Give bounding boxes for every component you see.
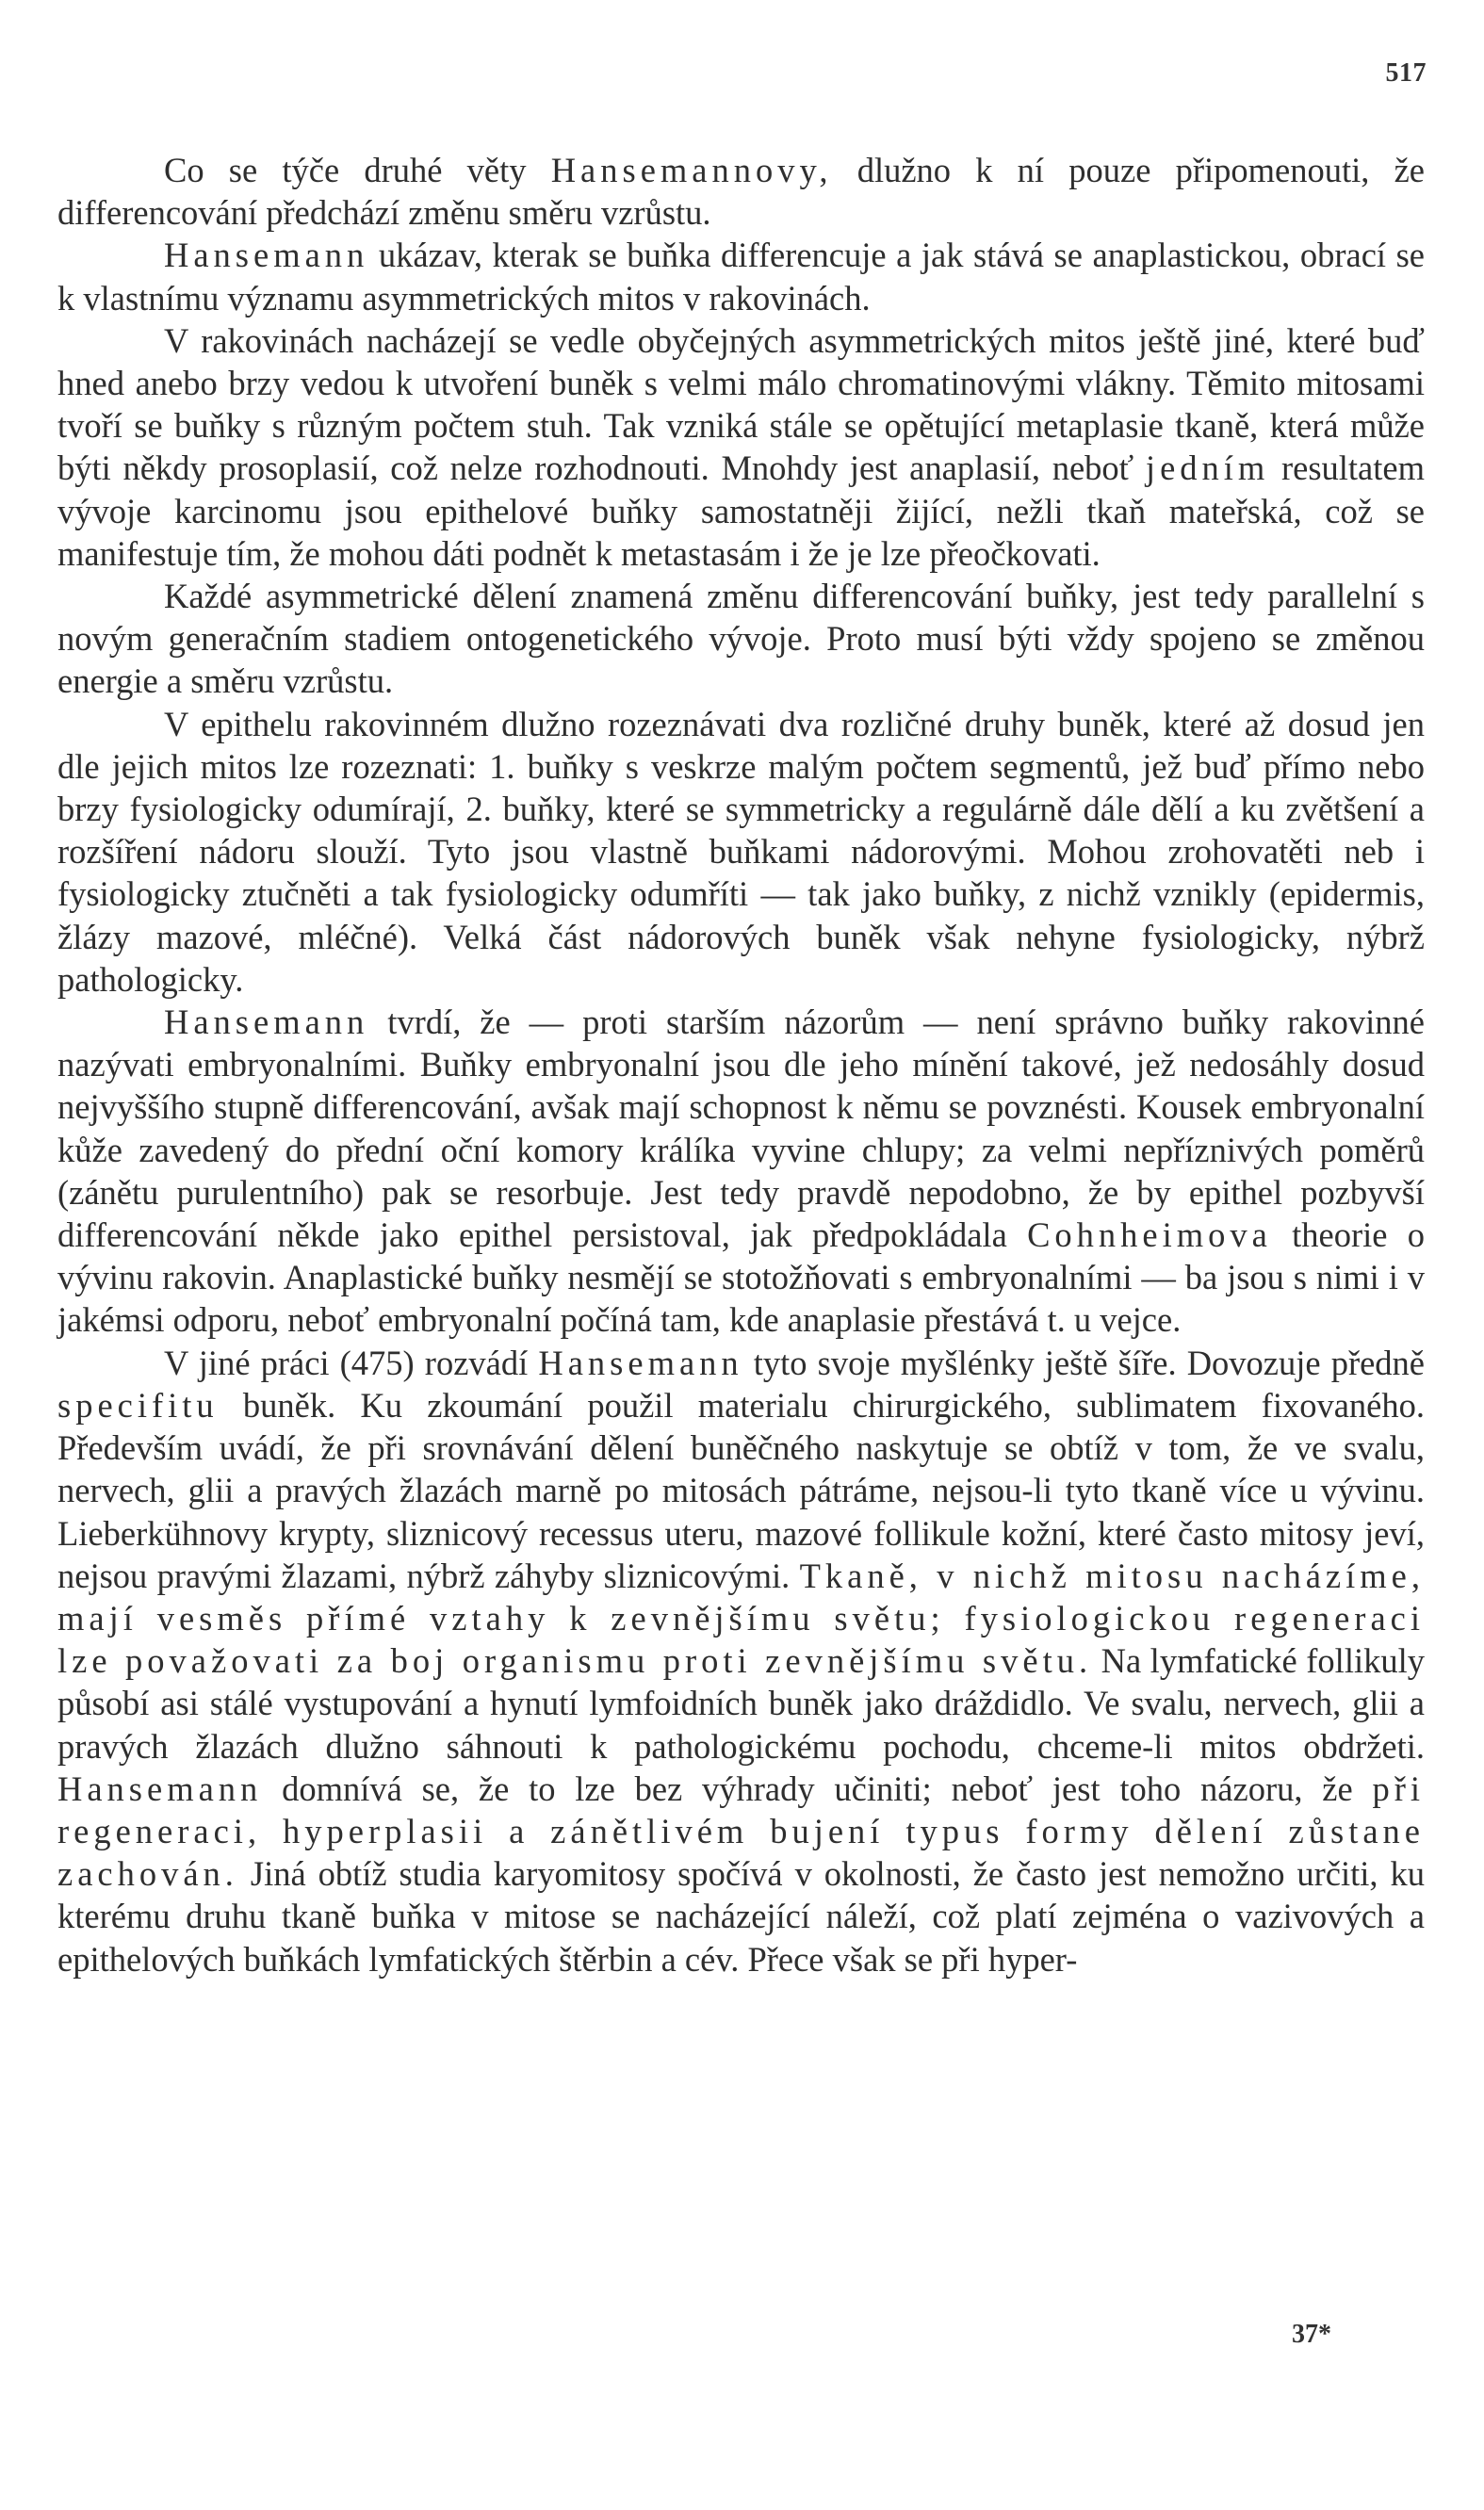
spaced-emphasis: Hansemann	[57, 1768, 263, 1808]
spaced-emphasis: Hansemannovy,	[550, 151, 833, 189]
paragraph	[57, 575, 1425, 703]
spaced-emphasis: Hansemann	[164, 1002, 369, 1042]
text-run: tvrdí, že — proti starším názorům — není správno buňky rakovinné nazývati embryonalními. Buňky embryonalní jsou dle jeho mínění takové, jež nedosáhly dosud nejvyššího stupně differencování, avšak mají schopnost k němu se povznésti. Kousek embryonalní kůže zavedený do přední oční komory králíka vyvine chlupy; za velmi nepříznivých poměrů (zánětu purulentního) pak se resorbuje. Jest tedy pravdě nepodobno, že by epithel pozbyvší differencování někde jako epithel persistoval, jak předpokládala	[57, 1002, 1425, 1255]
spaced-emphasis: specifitu	[57, 1385, 219, 1425]
paragraph	[57, 703, 1425, 1001]
text-run: Jiná obtíž studia karyomitosy spočívá v okolnosti, že často jest nemožno určiti, ku kterému druhu tkaně buňka v mitose se nacházející náleží, což platí zejména o vazivových a epithelových buňkách lymfatických štěrbin a cév. Přece však se při hyper-	[57, 1854, 1425, 1979]
text-run: V rakovinách nacházejí se vedle obyčejných asymmetrických mitos ještě jiné, které buď hned anebo brzy vedou k utvoření buněk s velmi málo chromatinovými vlákny. Těmito mitosami tvoří se buňky s různým počtem stuh. Tak vzniká stále se opětující metaplasie tkaně, která může býti někdy prosoplasií, což nelze rozhodnouti. Mnohdy jest anaplasií, neboť	[57, 320, 1425, 488]
spaced-emphasis: při regeneraci, hyperplasii a zánětlivém bujení typus formy dělení zůstane zachován.	[57, 1768, 1425, 1894]
text-run: Na lymfatické follikuly působí asi stálé vystupování a hynutí lymfoidních buněk jako dráždidlo. Ve svalu, nervech, glii a pravých žlazách dlužno sáhnouti k pathologickému pochodu, chceme-li mitos obdržeti.	[57, 1641, 1425, 1766]
paragraph	[57, 149, 1425, 234]
spaced-emphasis: Hansemann	[538, 1343, 743, 1382]
spaced-emphasis: Tkaně, v nichž mitosu nacházíme, mají vesměs přímé vztahy k zevnějšímu světu; fysiologickou regeneraci lze považovati za boj organismu proti zevnějšímu světu.	[57, 1556, 1425, 1681]
text-run: V jiné práci (475) rozvádí	[164, 1343, 539, 1382]
text-run: tyto svoje myšlénky ještě šíře. Dovozuje předně	[742, 1343, 1426, 1382]
signature-mark: 37*	[1292, 2320, 1331, 2349]
text-run: V epithelu rakovinném dlužno rozeznávati dva rozličné druhy buněk, které až dosud jen dle jejich mitos lze rozeznati: 1. buňky s veskrze malým počtem segmentů, jež buď přímo nebo brzy fysiologicky odumírají, 2. buňky, které se symmetricky a regulárně dále dělí a ku zvětšení a rozšíření nádoru slouží. Tyto jsou vlastně buňkami nádorovými. Mohou zrohovatěti neb i fysiologicky ztučněti a tak fysiologicky odumříti — tak jako buňky, z nichž vznikly (epidermis, žlázy mazové, mléčné). Velká část nádorových buněk však nehyne fysiologicky, nýbrž pathologicky.	[57, 704, 1425, 999]
text-run: Co se týče druhé věty	[164, 151, 551, 189]
text-run: domnívá se, že to lze bez výhrady učiniti; neboť jest toho názoru, že	[262, 1768, 1373, 1808]
spaced-emphasis: Hansemann	[164, 236, 369, 275]
text-run: Každé asymmetrické dělení znamená změnu differencování buňky, jest tedy parallelní s novým generačním stadiem ontogenetického vývoje. Proto musí býti vždy spojeno se změnou energie a směru vzrůstu.	[57, 577, 1425, 701]
paragraph	[57, 1001, 1425, 1342]
paragraph	[57, 234, 1425, 318]
body-text	[57, 149, 1425, 1980]
text-run: ukázav, kterak se buňka differencuje a jak stává se anaplastickou, obrací se k vlastnímu významu asymmetrických mitos v rakovinách.	[57, 236, 1425, 318]
page-number: 517	[1385, 58, 1427, 88]
spaced-emphasis: jedním	[1145, 448, 1270, 488]
text-run: theorie o vývinu rakovin. Anaplastické buňky nesmějí se stotožňovati s embryonalními — ba jsou s nimi i v jakémsi odporu, neboť embryonalní počíná tam, kde anaplasie přestává t. u vejce.	[57, 1215, 1426, 1340]
text-run: buněk. Ku zkoumání použil materialu chirurgického, sublimatem fixovaného. Především uvádí, že při srovnávání dělení buněčného naskytuje se obtíž v tom, že ve svalu, nervech, glii a pravých žlazách marně po mitosách pátráme, nejsou-li tyto tkaně více u vývinu. Lieberkühnovy krypty, sliznicový recessus uteru, mazové follikule kožní, které často mitosy jeví, nejsou pravými žlazami, nýbrž záhyby sliznicovými.	[57, 1385, 1425, 1595]
paragraph	[57, 319, 1425, 575]
paragraph	[57, 1342, 1425, 1980]
spaced-emphasis: Cohnheimova	[1027, 1215, 1272, 1255]
text-run: resultatem vývoje karcinomu jsou epithelové buňky samostatněji žijící, nežli tkaň mateřská, což se manifestuje tím, že mohou dáti podnět k metastasám i že je lze přeočkovati.	[57, 448, 1425, 573]
text-run: dlužno k ní pouze připomenouti, že differencování předchází změnu směru vzrůstu.	[57, 151, 1425, 233]
